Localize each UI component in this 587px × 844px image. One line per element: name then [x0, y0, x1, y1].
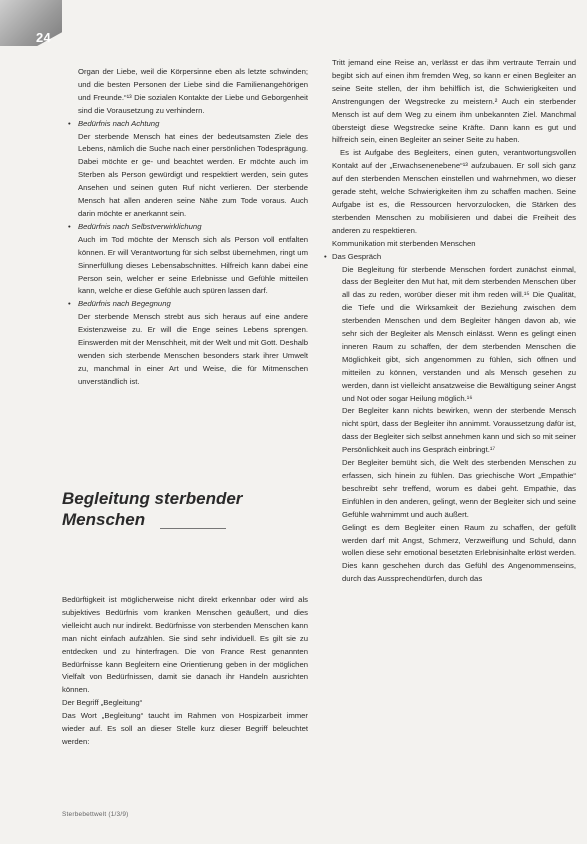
right-paragraph-5: Der Begleiter bemüht sich, die Welt des sterbenden Menschen zu erfassen, sich hinein zu fühlen. Das griechische Wort „Empathie“ beschreibt sehr treffend, worum es dabei geht. Empathie, das Einfühlen in den anderen, gelingt, wenn der Begleiter sich und seine Gefühle wahrnimmt und auch äußert. [342, 458, 576, 519]
bullet-selbstverwirklichung [78, 221, 308, 298]
bullet-title-achtung: • Bedürfnis nach Achtung [78, 118, 308, 131]
bullet-achtung [78, 118, 308, 221]
page-number: 24 [36, 30, 52, 45]
bullet-text-achtung: Der sterbende Mensch hat eines der bedeutsamsten Ziele des Lebens, nämlich die Suche nach einer persönlichen Todesprägung. Dabei möchte er ge- und beachtet werden. Er möchte auch im Sterben als Person gewürdigt und respektiert werden, sein gutes Ansehen und seinen guten Ruf nicht verlieren. Der sterbende Mensch hat allen anderen seine Nähe zum Tode voraus. Auch darin möchte er anerkannt sein. [78, 131, 308, 218]
subheading-kommunikation: Kommunikation mit sterbenden Menschen [332, 238, 476, 248]
right-column [332, 57, 576, 586]
bullet-title-begegnung: • Bedürfnis nach Begegnung [78, 298, 308, 311]
gespraech-block [342, 264, 576, 587]
right-paragraph-4: Der Begleiter kann nichts bewirken, wenn der sterbende Mensch nicht spürt, dass der Begleiter ihn annimmt. Voraussetzung dafür ist, dass der Begleiter sich selbst annehmen kann und sich so mit seiner Persönlichkeit auch ins Gespräch einbringt.¹⁷ [342, 406, 576, 455]
heading-rule [160, 528, 226, 529]
right-paragraph-3: Die Begleitung für sterbende Menschen fordert zunächst einmal, dass der Begleiter den Mut hat, mit dem sterbenden Menschen über all das zu reden, worüber dieser mit ihm reden will.¹⁵ Die Qualität, die Tiefe und die Wirksamkeit der Beziehung zwischen dem sterbenden Menschen und dem Begleiter hängen davon ab, wie sehr sich der Begleiter als Mensch einlässt. Wenn es gelingt einen inneren Raum zu schaffen, der dem sterbenden Menschen die Möglichkeit gibt, sich angenommen zu fühlen, sich öffnen und mitteilen zu können, verstanden und als Mensch gesehen zu werden, dann ist vielleicht ansatzweise die Bewältigung seiner Angst und Not oder sogar Heilung möglich.¹⁶ [342, 264, 576, 403]
right-paragraph-6: Gelingt es dem Begleiter einen Raum zu schaffen, der gefüllt werden darf mit Angst, Schmerz, Verzweiflung und Schuld, dann wollen diese sehr emotional besetzten Erlebnisinhalte erlöst werden. Dies kann geschehen durch das Gefühl des Angenommenseins, durch das Aussprechendürfen, durch das [342, 522, 576, 584]
bullet-text-selbstverwirklichung: Auch im Tod möchte der Mensch sich als Person voll entfalten können. Er will Verantwortung für sich selbst übernehmen, ringt um Sinnerfüllung dieses Lebensabschnittes. Hilfreich kann dabei eine Person sein, welcher er seine Erlebnisse und Gefühle mitteilen kann, welche er diese Gefühle auch spüren lassen darf. [78, 234, 308, 296]
bullet-gespraech: • Das Gespräch [332, 251, 576, 264]
right-paragraph-2: Es ist Aufgabe des Begleiters, einen guten, verantwortungsvollen Kontakt auf der „Erwachsenenebene“¹³ aufzubauen. Er soll sich ganz auf den sterbenden Menschen einstellen und wahrnehmen, wo dieser gerade steht, welche Schwierigkeiten ihm zu schaffen machen. Seine Aufgabe ist es, die Ressourcen hervorzulocken, die Stärken des sterbenden Menschen zu mobilisieren und dabei die Freiheit des anderen zu respektieren. [332, 148, 576, 235]
left-column-body [62, 594, 308, 749]
body-paragraph-1: Bedürftigkeit ist möglicherweise nicht direkt erkennbar oder wird als subjektives Bedürfnis vom kranken Menschen geäußert, und dies vielleicht auch nur indirekt. Bedürfnisse von sterbenden Menschen kann man nicht einfach aufzählen. Sie sind sehr individuell. Es gilt sie zu entdecken und zu hinterfragen. Die von France Rest genannten Bedürfnisse kann Begleitern eine Orientierung geben in der möglichen Vielfalt von Bedürfnissen, damit sie danach ihr Handeln ausrichten können. [62, 595, 308, 695]
left-column-top [78, 66, 308, 389]
intro-paragraph: Organ der Liebe, weil die Körpersinne eben als letzte schwinden; und die besten Personen der Liebe sind die Familienangehörigen und Freunde.“¹³ Die sozialen Kontakte der Liebe und Geborgenheit sind die Vorausetzung zu verhindern. [78, 67, 308, 115]
subheading-begleitung: Der Begriff „Begleitung“ [62, 698, 143, 708]
right-paragraph-1: Tritt jemand eine Reise an, verlässt er das ihm vertraute Terrain und begibt sich auf einen ihm fremden Weg, so kann er einen Begleiter an seine Seite stellen, der ihm behilflich ist, die Schwierigkeiten und Anstrengungen der Wegstrecke zu meistern.² Auch ein sterbender Mensch ist auf dem Weg zu einem ihm unbekannten Ziel. Manchmal übersteigt diese Wegstrecke seine Kräfte. Dann kann es gut und hilfreich sein, einen Begleiter an seiner Seite zu haben. [332, 58, 576, 145]
bullet-text-begegnung: Der sterbende Mensch strebt aus sich heraus auf eine andere Existenzweise zu. Er will die Enge seines Lebens sprengen. Einswerden mit der Menschheit, mit der Welt und mit Gott. Deshalb wenden sich sterbende Menschen besonders stark ihrer Umwelt zu, manchmal in einer Art und Weise, die für Mitmenschen unverständlich ist. [78, 312, 308, 386]
body-paragraph-2: Das Wort „Begleitung“ taucht im Rahmen von Hospizarbeit immer wieder auf. Es soll an dieser Stelle kurz dieser Begriff beleuchtet werden: [62, 711, 308, 746]
bullet-title-selbstverwirklichung: • Bedürfnis nach Selbstverwirklichung [78, 221, 308, 234]
bullet-begegnung [78, 298, 308, 388]
page-footer: Sterbebettwelt (1/3/9) [62, 811, 129, 818]
page-corner-tab [0, 0, 62, 46]
section-heading: Begleitung sterbender Menschen [62, 489, 243, 529]
